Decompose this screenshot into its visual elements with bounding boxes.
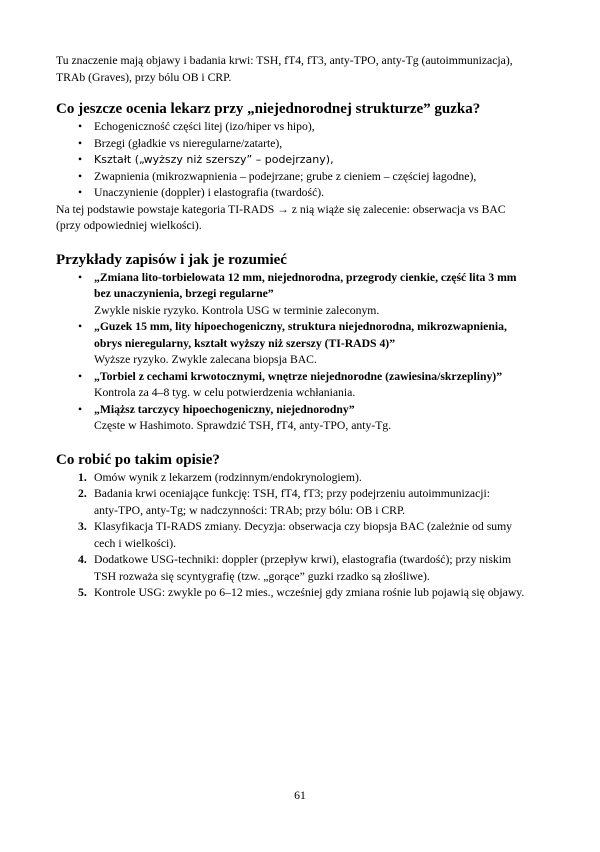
example-note: Wyższe ryzyko. Zwykle zalecana biopsja BAC. <box>94 353 317 366</box>
intro-line: TRAb (Graves), przy bólu OB i CRP. <box>56 70 232 84</box>
example-quote: obrys nieregularny, kształt wyższy niż szerszy (TI-RADS 4)” <box>94 336 396 350</box>
step-item <box>56 585 548 602</box>
bullet-icon: • <box>78 169 83 183</box>
bullet-icon: • <box>78 120 83 133</box>
example-note: Częste w Hashimoto. Sprawdzić TSH, fT4, anty-TPO, anty-Tg. <box>94 419 392 432</box>
example-quote: bez unaczynienia, brzegi regularne” <box>94 287 274 300</box>
list-item: • Kształt („wyższy niż szerszy” – podejrzany), <box>56 152 548 169</box>
evaluation-list <box>56 119 548 202</box>
step-number: 4. <box>78 553 87 566</box>
document-page <box>56 53 548 602</box>
section-heading-evaluation: Co jeszcze ocenia lekarz przy „niejednorodnej strukturze” guzka? <box>56 101 481 117</box>
list-item: • Unaczynienie (doppler) i elastografia (twardość). <box>56 185 548 202</box>
intro-line: Tu znaczenie mają objawy i badania krwi: TSH, fT4, fT3, anty-TPO, anty-Tg (autoimmunizacja), <box>56 54 513 67</box>
example-quote: „Zmiana lito-torbielowata 12 mm, niejednorodna, przegrody cienkie, część lita 3 mm <box>94 270 517 284</box>
step-item <box>56 486 548 519</box>
intro-paragraph <box>56 53 548 86</box>
step-text: anty-TPO, anty-Tg; w nadczynności: TRAb; przy bólu: OB i CRP. <box>94 503 406 517</box>
step-number: 1. <box>78 470 87 484</box>
examples-list <box>56 270 548 435</box>
step-text: Omów wynik z lekarzem (rodzinnym/endokrynologiem). <box>94 470 362 484</box>
bullet-icon: • <box>78 186 83 199</box>
list-item: • Echogeniczność części litej (izo/hiper vs hipo), <box>56 119 548 136</box>
list-item: • Brzegi (gładkie vs nieregularne/zatarte), <box>56 136 548 153</box>
step-item <box>56 519 548 552</box>
example-quote: „Torbiel z cechami krwotocznymi, wnętrze niejednorodne (zawiesina/skrzepliny)” <box>94 369 503 383</box>
list-item <box>56 319 548 369</box>
step-text: Dodatkowe USG-techniki: doppler (przepływ krwi), elastografia (twardość); przy niskim <box>94 553 512 566</box>
step-text: TSH rozważa się scyntygrafię (tzw. „gorące” guzki rzadko są złośliwe). <box>94 569 430 583</box>
section-heading-examples: Przykłady zapisów i jak je rozumieć <box>56 251 287 268</box>
step-text: cech i wielkości). <box>94 536 177 550</box>
list-item <box>56 270 548 320</box>
step-text: Klasyfikacja TI-RADS zmiany. Decyzja: obserwacja czy biopsja BAC (zależnie od sumy <box>94 520 513 533</box>
bullet-icon: • <box>78 320 83 333</box>
next-steps-list <box>56 470 548 602</box>
example-quote: „Guzek 15 mm, lity hipoechogeniczny, struktura niejednorodna, mikrozwapnienia, <box>94 320 507 333</box>
step-item <box>56 552 548 585</box>
bullet-icon: • <box>78 153 83 166</box>
step-number: 5. <box>78 586 87 599</box>
summary-line: (przy odpowiedniej wielkości). <box>56 219 202 232</box>
bullet-icon: • <box>78 402 83 416</box>
example-quote: „Miąższ tarczycy hipoechogeniczny, niejednorodny” <box>94 402 355 416</box>
step-text: Badania krwi oceniające funkcję: TSH, fT4, fT3; przy podejrzeniu autoimmunizacji: <box>94 487 491 500</box>
list-item: • Zwapnienia (mikrozwapnienia – podejrzane; grube z cieniem – częściej łagodne), <box>56 169 548 186</box>
bullet-icon: • <box>78 369 83 383</box>
page-number: 61 <box>294 789 306 802</box>
bullet-icon: • <box>78 136 83 150</box>
list-item <box>56 402 548 435</box>
summary-line: Na tej podstawie powstaje kategoria TI-RADS → z nią wiąże się zalecenie: obserwacja vs BAC <box>56 202 506 216</box>
step-item <box>56 470 548 487</box>
list-item <box>56 369 548 402</box>
step-text: Kontrole USG: zwykle po 6–12 mies., wcześniej gdy zmiana rośnie lub pojawią się objawy. <box>94 586 525 599</box>
bullet-icon: • <box>78 270 83 284</box>
step-number: 2. <box>78 487 87 500</box>
example-note: Zwykle niskie ryzyko. Kontrola USG w terminie zaleconym. <box>94 303 380 317</box>
example-note: Kontrola za 4–8 tyg. w celu potwierdzenia wchłaniania. <box>94 386 356 399</box>
step-number: 3. <box>78 520 87 533</box>
section-heading-next-steps: Co robić po takim opisie? <box>56 451 220 468</box>
